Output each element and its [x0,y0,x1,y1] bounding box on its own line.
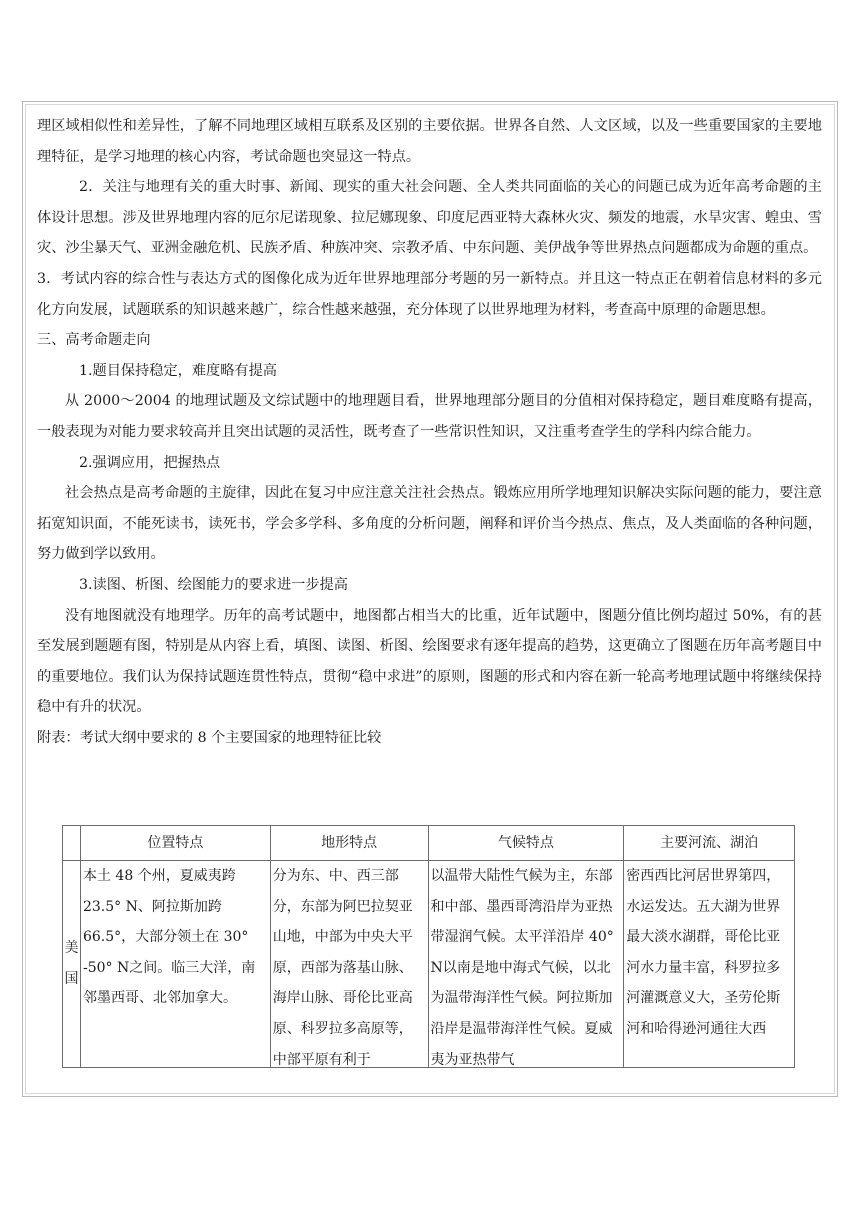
paragraph-point-2: 2．关注与地理有关的重大时事、新闻、现实的重大社会问题、全人类共同面临的关心的问题已成为近年高考命题的主体设计思想。涉及世界地理内容的厄尔尼诺现象、拉尼娜现象、印度尼西亚特大森林火灾、频发的地震，水旱灾害、蝗虫、雪灾、沙尘暴天气、亚洲金融危机、民族矛盾、种族冲突、宗教矛盾、中东问题、美伊战争等世界热点问题都成为命题的重点。 [37,179,822,257]
section-heading-trends: 三、高考命题走向 [37,332,151,349]
table-row [63,861,795,1068]
paragraph-trend-2: 社会热点是高考命题的主旋律，因此在复习中应注意关注社会热点。锻炼应用所学地理知识解决实际问题的能力，要注意拓宽知识面，不能死读书，读死书，学会多学科、多角度的分析问题，阐释和评价当今热点、焦点，及人类面临的各种问题，努力做到学以致用。 [37,485,822,563]
subheading-2: 2.强调应用，把握热点 [79,454,221,471]
paragraph-point-3: 3．考试内容的综合性与表达方式的图像化成为近年世界地理部分考题的另一新特点。并且这一特点正在朝着信息材料的多元化方向发展，试题联系的知识越来越广，综合性越来越强，充分体现了以世界地理为材料，考查高中原理的命题思想。 [37,270,822,318]
country-label: 美国 [63,861,81,1068]
cell-terrain: 分为东、中、西三部分，东部为阿巴拉契亚山地，中部为中央大平原，西部为落基山脉、海岸山脉、哥伦比亚高原、科罗拉多高原等，中部平原有利于 [270,861,428,1068]
subheading-3: 3.读图、析图、绘图能力的要求进一步提高 [79,576,348,593]
cell-rivers: 密西西比河居世界第四，水运发达。五大湖为世界最大淡水湖群，哥伦比亚河水力量丰富，科罗拉多河灌溉意义大，圣劳伦斯河和哈得逊河通往大西 [624,861,795,1068]
header-location: 位置特点 [80,826,270,861]
table-header-row [63,826,795,861]
paragraph-regional-features: 理区域相似性和差异性，了解不同地理区域相互联系及区别的主要依据。世界各自然、人文区域，以及一些重要国家的主要地理特征，是学习地理的核心内容，考试命题也突显这一特点。 [37,118,822,165]
paragraph-trend-3: 没有地图就没有地理学。历年的高考试题中，地图都占相当大的比重，近年试题中，图题分值比例均超过 50%，有的甚至发展到题题有图，特别是从内容上看，填图、读图、析图、绘图要求有逐年提高的趋势，这更确立了图题在历年高考题目中的重要地位。我们认为保持试题连贯性特点，贯彻“稳中求进”的原则，图题的形式和内容在新一轮高考地理试题中将继续保持稳中有升的状况。 [37,607,822,716]
country-comparison-table [62,825,795,1068]
cell-location: 本土 48 个州，夏威夷跨 23.5° N、阿拉斯加跨 66.5°，大部分领土在 30° -50° N之间。临三大洋，南邻墨西哥、北邻加拿大。 [80,861,270,1068]
document-body [37,111,822,753]
header-blank [63,826,81,861]
header-climate: 气候特点 [428,826,624,861]
cell-climate: 以温带大陆性气候为主，东部和中部、墨西哥湾沿岸为亚热带湿润气候。太平洋沿岸 40° N以南是地中海式气候，以北为温带海洋性气候。阿拉斯加沿岸是温带海洋性气候。夏威夷为亚热带气 [428,861,624,1068]
subheading-1: 1.题目保持稳定，难度略有提高 [79,362,277,379]
table-caption: 附表：考试大纲中要求的 8 个主要国家的地理特征比较 [37,729,382,746]
header-terrain: 地形特点 [270,826,428,861]
paragraph-trend-1: 从 2000～2004 的地理试题及文综试题中的地理题目看，世界地理部分题目的分值相对保持稳定，题目难度略有提高，一般表现为对能力要求较高并且突出试题的灵活性，既考查了一些常识性知识，又注重考查学生的学科内综合能力。 [37,393,822,440]
header-rivers: 主要河流、湖泊 [624,826,795,861]
